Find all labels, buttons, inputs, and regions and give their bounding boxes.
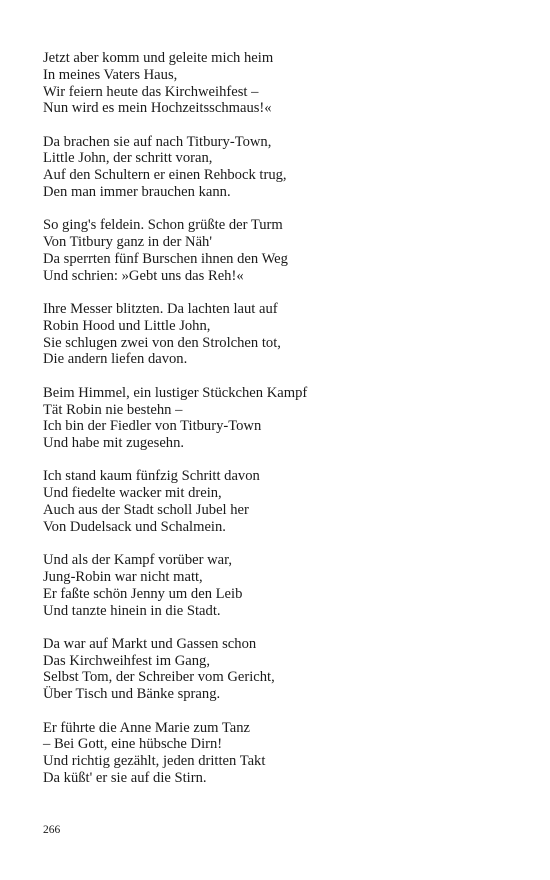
stanza-1 (43, 50, 523, 117)
poem-line: Und tanzte hinein in die Stadt. (43, 602, 221, 619)
poem-line: Da brachen sie auf nach Titbury-Town, (43, 133, 272, 150)
poem-line: Und schrien: »Gebt uns das Reh!« (43, 267, 244, 284)
poem-line: Sie schlugen zwei von den Strolchen tot, (43, 334, 281, 351)
poem-line: Die andern liefen davon. (43, 351, 188, 368)
poem-line: Und als der Kampf vorüber war, (43, 552, 233, 569)
poem-line: Auf den Schultern er einen Rehbock trug, (43, 167, 287, 184)
poem-line: Jung-Robin war nicht matt, (43, 568, 203, 585)
poem-line: Selbst Tom, der Schreiber vom Gericht, (43, 669, 275, 686)
poem-line: Auch aus der Stadt scholl Jubel her (43, 502, 249, 519)
poem-line: Da war auf Markt und Gassen schon (43, 635, 257, 652)
poem-line: Ihre Messer blitzten. Da lachten laut auf (43, 301, 278, 318)
poem-line: Da sperrten fünf Burschen ihnen den Weg (43, 250, 288, 267)
poem-line: Ich stand kaum fünfzig Schritt davon (43, 468, 260, 485)
poem-line: Tät Robin nie bestehn – (43, 401, 183, 418)
page-number: 266 (43, 824, 61, 836)
poem-line: In meines Vaters Haus, (43, 66, 178, 83)
poem-line: Das Kirchweihfest im Gang, (43, 652, 210, 669)
poem (43, 50, 523, 803)
poem-line: Little John, der schritt voran, (43, 150, 213, 167)
stanza-7 (43, 552, 523, 619)
poem-line: So ging's feldein. Schon grüßte der Turm (43, 217, 283, 234)
stanza-5 (43, 385, 523, 452)
stanza-4 (43, 301, 523, 368)
poem-line: Er faßte schön Jenny um den Leib (43, 585, 243, 602)
poem-line: Da küßt' er sie auf die Stirn. (43, 769, 207, 786)
poem-line: Robin Hood und Little John, (43, 317, 211, 334)
stanza-3 (43, 217, 523, 284)
poem-line: Beim Himmel, ein lustiger Stückchen Kampf (43, 384, 308, 401)
poem-line: Von Dudelsack und Schalmein. (43, 518, 226, 535)
stanza-6 (43, 468, 523, 535)
stanza-2 (43, 134, 523, 201)
poem-line: Über Tisch und Bänke sprang. (43, 686, 221, 703)
poem-line: Und richtig gezählt, jeden dritten Takt (43, 753, 266, 770)
poem-line: Nun wird es mein Hochzeitsschmaus!« (43, 100, 272, 117)
poem-line: Den man immer brauchen kann. (43, 184, 231, 201)
poem-line: Und habe mit zugesehn. (43, 435, 185, 452)
stanza-8 (43, 636, 523, 703)
poem-line: Er führte die Anne Marie zum Tanz (43, 719, 250, 736)
stanza-9 (43, 720, 523, 787)
poem-line: Und fiedelte wacker mit drein, (43, 485, 222, 502)
poem-line: Ich bin der Fiedler von Titbury-Town (43, 418, 262, 435)
poem-line: – Bei Gott, eine hübsche Dirn! (43, 736, 223, 753)
poem-line: Jetzt aber komm und geleite mich heim (43, 50, 274, 66)
poem-line: Wir feiern heute das Kirchweihfest – (43, 83, 259, 100)
poem-line: Von Titbury ganz in der Näh' (43, 234, 212, 251)
